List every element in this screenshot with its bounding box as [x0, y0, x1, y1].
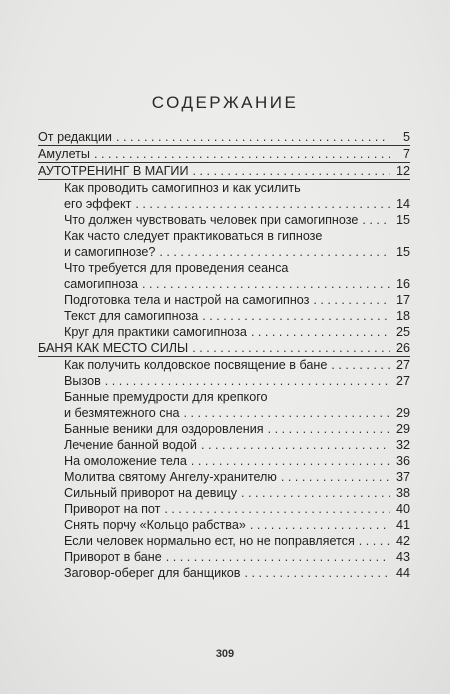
dot-leader [357, 533, 390, 549]
dot-leader [157, 244, 390, 260]
toc-entry [38, 163, 410, 180]
toc-entry-page: 43 [395, 550, 410, 564]
toc-entry [38, 453, 410, 469]
toc-entry-title: Молитва святому Ангелу-хранителю [64, 470, 277, 484]
toc-entry [38, 533, 410, 549]
dot-leader [279, 469, 390, 485]
toc-entry-page: 29 [395, 406, 410, 420]
toc-entry-page: 27 [395, 358, 410, 372]
toc-entry-title: Круг для практики самогипноза [64, 325, 247, 339]
toc-entry-page: 7 [402, 147, 410, 161]
toc-entry [38, 517, 410, 533]
toc-entry-title: Сильный приворот на девицу [64, 486, 238, 500]
toc-entry-title: От редакции [38, 130, 112, 144]
toc-entry-page: 15 [395, 245, 410, 259]
toc-entry [38, 228, 410, 244]
toc-entry [38, 565, 410, 581]
toc-entry-title: БАНЯ КАК МЕСТО СИЛЫ [38, 341, 189, 355]
dot-leader [162, 501, 390, 517]
page-title: СОДЕРЖАНИЕ [151, 93, 299, 112]
dot-leader [190, 340, 390, 356]
dot-leader [311, 292, 390, 308]
toc-entry-page: 41 [395, 518, 410, 532]
toc-entry [38, 421, 410, 437]
toc-entry-title: Текст для самогипноза [64, 309, 199, 323]
toc-entry-title: Вызов [64, 374, 101, 388]
toc-entry [38, 244, 410, 260]
dot-leader [191, 163, 390, 179]
dot-leader [133, 196, 390, 212]
toc-entry-page: 25 [395, 325, 410, 339]
toc-entry-title: На омоложение тела [64, 454, 187, 468]
toc-entry-title: его эффект [64, 197, 132, 211]
dot-leader [199, 437, 390, 453]
toc-entry-page: 38 [395, 486, 410, 500]
toc-entry [38, 129, 410, 146]
toc-entry [38, 260, 410, 276]
toc-entry [38, 146, 410, 163]
toc-entry-page: 17 [395, 293, 410, 307]
toc-entry [38, 501, 410, 517]
toc-entry-title: Что должен чувствовать человек при самогипнозе [64, 213, 359, 227]
toc-entry-title: самогипноза [64, 277, 139, 291]
dot-leader [92, 146, 390, 162]
toc-entry-page: 15 [395, 213, 410, 227]
toc-entry-title: Приворот в бане [64, 550, 162, 564]
toc-entry-page: 18 [395, 309, 410, 323]
toc-entry-title: Банные веники для оздоровления [64, 422, 264, 436]
toc-entry-page: 44 [395, 566, 410, 580]
toc-entry [38, 276, 410, 292]
toc-entry-page: 12 [395, 164, 410, 178]
toc-entry-title: Приворот на пот [64, 502, 161, 516]
toc-entry [38, 196, 410, 212]
dot-leader [249, 324, 390, 340]
toc-entry-page: 29 [395, 422, 410, 436]
toc-entry-page: 37 [395, 470, 410, 484]
toc-entry-title: Амулеты [38, 147, 90, 161]
toc-entry-title: Как часто следует практиковаться в гипнозе [64, 229, 323, 243]
table-of-contents [38, 129, 410, 581]
toc-entry-title: Как проводить самогипноз и как усилить [64, 181, 301, 195]
dot-leader [248, 517, 390, 533]
toc-entry [38, 357, 410, 373]
toc-entry-page: 40 [395, 502, 410, 516]
toc-entry-page: 16 [395, 277, 410, 291]
toc-entry-title: Банные премудрости для крепкого [64, 390, 268, 404]
toc-entry [38, 405, 410, 421]
dot-leader [329, 357, 390, 373]
toc-entry [38, 324, 410, 340]
toc-entry-page: 42 [395, 534, 410, 548]
toc-entry-page: 32 [395, 438, 410, 452]
toc-entry-title: АУТОТРЕНИНГ В МАГИИ [38, 164, 189, 178]
toc-entry [38, 389, 410, 405]
dot-leader [140, 276, 390, 292]
toc-entry [38, 373, 410, 389]
toc-entry-page: 14 [395, 197, 410, 211]
toc-entry-title: Снять порчу «Кольцо рабства» [64, 518, 246, 532]
toc-entry [38, 485, 410, 501]
toc-entry-title: Что требуется для проведения сеанса [64, 261, 289, 275]
toc-entry [38, 549, 410, 565]
dot-leader [266, 421, 390, 437]
dot-leader [164, 549, 390, 565]
toc-entry [38, 180, 410, 196]
dot-leader [239, 485, 390, 501]
toc-entry-title: Лечение банной водой [64, 438, 197, 452]
toc-entry-page: 26 [395, 341, 410, 355]
toc-entry [38, 469, 410, 485]
toc-entry [38, 340, 410, 357]
toc-entry-title: Если человек нормально ест, но не поправляется [64, 534, 355, 548]
toc-entry [38, 212, 410, 228]
dot-leader [103, 373, 390, 389]
toc-entry-title: Заговор-оберег для банщиков [64, 566, 241, 580]
dot-leader [360, 212, 390, 228]
page-number: 309 [215, 648, 235, 660]
toc-entry [38, 437, 410, 453]
toc-entry-page: 5 [402, 130, 410, 144]
dot-leader [114, 129, 390, 145]
dot-leader [189, 453, 390, 469]
dot-leader [200, 308, 390, 324]
dot-leader [182, 405, 390, 421]
toc-entry [38, 308, 410, 324]
toc-entry [38, 292, 410, 308]
toc-entry-page: 27 [395, 374, 410, 388]
toc-entry-title: Подготовка тела и настрой на самогипноз [64, 293, 310, 307]
toc-entry-title: и безмятежного сна [64, 406, 180, 420]
toc-entry-title: Как получить колдовское посвящение в бане [64, 358, 328, 372]
dot-leader [243, 565, 390, 581]
toc-entry-page: 36 [395, 454, 410, 468]
toc-entry-title: и самогипнозе? [64, 245, 156, 259]
